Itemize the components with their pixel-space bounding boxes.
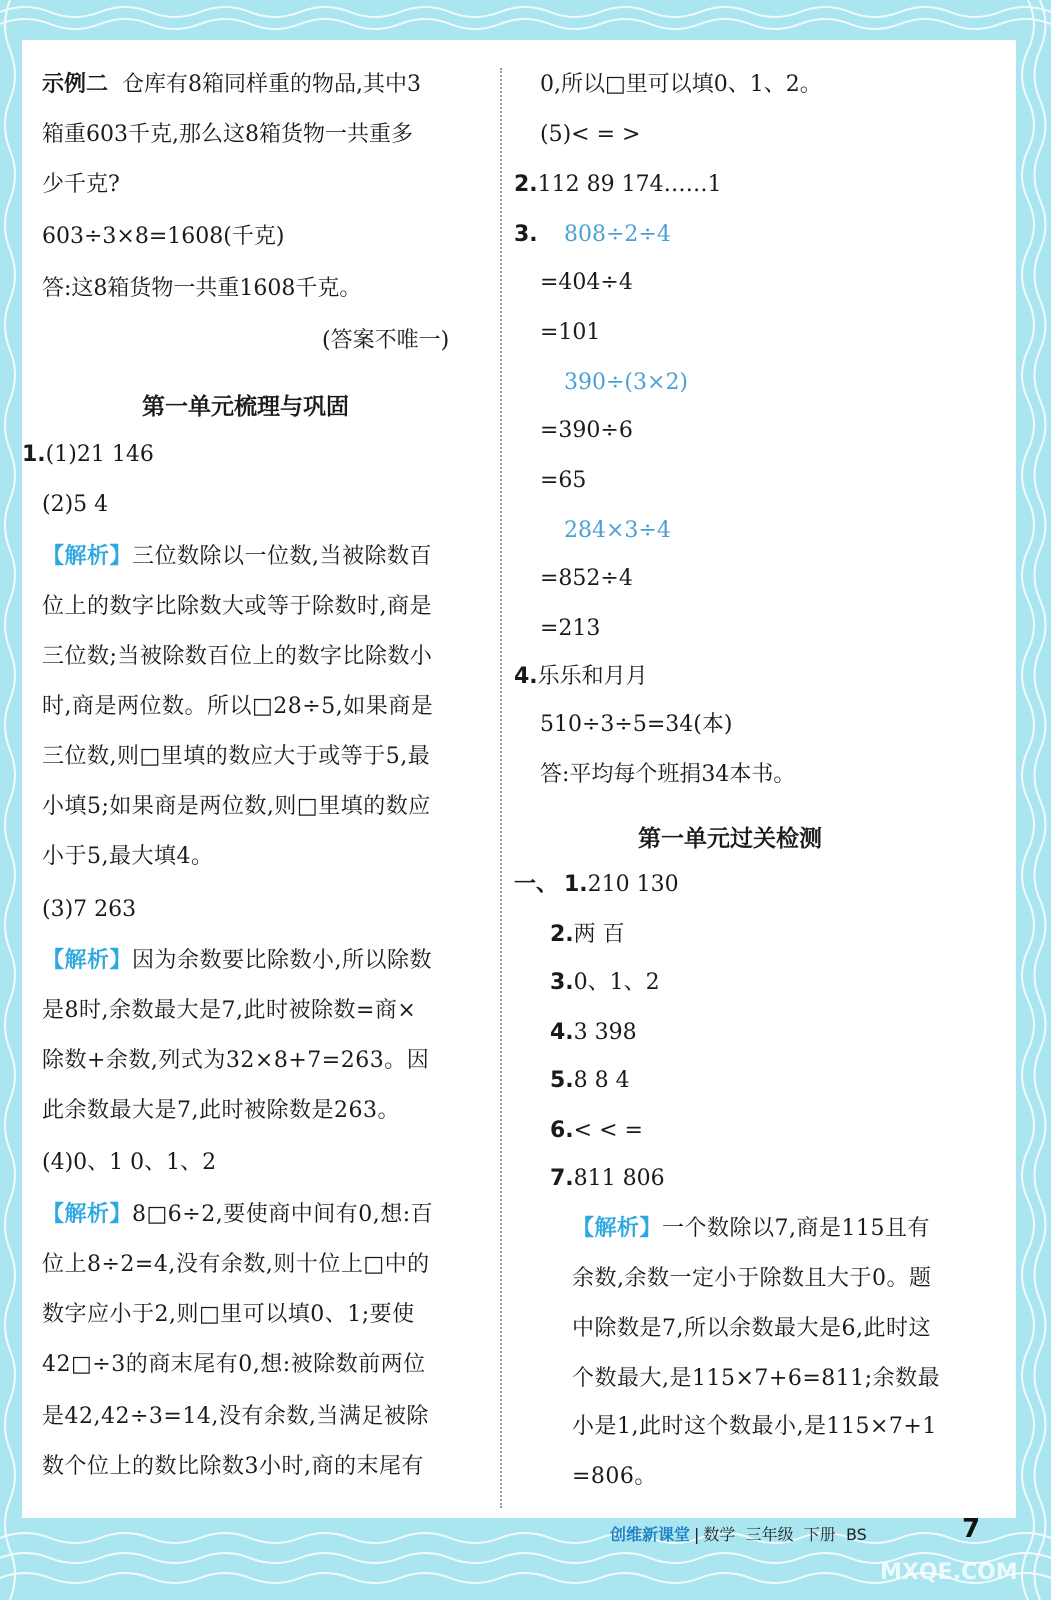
analysis-line: 小是1,此时这个数最小,是115×7+1 xyxy=(572,1414,937,1439)
analysis-line: 时,商是两位数。所以□28÷5,如果商是 xyxy=(42,694,434,719)
footer-grade: 三年级 xyxy=(745,1525,794,1544)
question-1-part-5: (5)< = > xyxy=(540,122,641,147)
watermark-site: MXQE.COM xyxy=(880,1560,1018,1585)
answer-line: 答:平均每个班捐34本书。 xyxy=(540,762,796,787)
footer-subject: 数学 xyxy=(703,1525,736,1544)
question-number: 1. xyxy=(22,442,46,467)
answer-page xyxy=(22,40,1016,1518)
question-3-number: 3. xyxy=(514,222,538,247)
example-equation: 603÷3×8=1608(千克) xyxy=(42,224,285,249)
footer-edition: BS xyxy=(845,1525,867,1544)
footer-brand: 创维新课堂 xyxy=(610,1525,691,1544)
analysis-line: =806。 xyxy=(572,1464,657,1489)
test-item: 1.210 130 xyxy=(564,872,679,897)
test-item: 2.两 百 xyxy=(550,922,625,947)
equation-line: 284×3÷4 xyxy=(564,518,671,543)
part-label: 一、 xyxy=(514,872,559,897)
watermark-logo: 答案圈 xyxy=(842,1477,963,1521)
analysis-line: 除数+余数,列式为32×8+7=263。因 xyxy=(42,1048,430,1073)
analysis-line: 小填5;如果商是两位数,则□里填的数应 xyxy=(42,794,431,819)
equation-line: =390÷6 xyxy=(540,418,633,443)
analysis-line: 是8时,余数最大是7,此时被除数=商× xyxy=(42,998,417,1023)
equation-line: 510÷3÷5=34(本) xyxy=(540,712,733,737)
section-title: 第一单元梳理与巩固 xyxy=(142,394,349,420)
analysis-tag: 【解析】 xyxy=(572,1216,663,1241)
equation-line: 390÷(3×2) xyxy=(564,370,689,395)
example-line: 示例二 仓库有8箱同样重的物品,其中3 xyxy=(42,72,422,97)
analysis-line: 余数,余数一定小于除数且大于0。题 xyxy=(572,1266,932,1291)
footer-volume: 下册 xyxy=(803,1525,836,1544)
equation-line: =852÷4 xyxy=(540,566,633,591)
example-title: 示例二 xyxy=(42,72,109,97)
equation-line: =404÷4 xyxy=(540,270,633,295)
question-number: 2. xyxy=(514,172,538,197)
equation-line: =65 xyxy=(540,468,587,493)
column-divider xyxy=(500,68,502,1508)
question-4: 4.乐乐和月月 xyxy=(514,664,648,689)
question-1-part-3: (3)7 263 xyxy=(42,897,137,922)
question-1-part-2: (2)5 4 xyxy=(42,492,109,517)
analysis-line: 个数最大,是115×7+6=811;余数最 xyxy=(572,1366,941,1391)
test-item: 3.0、1、2 xyxy=(550,970,660,995)
analysis-line: 【解析】8□6÷2,要使商中间有0,想:百 xyxy=(42,1202,434,1227)
equation-line: =101 xyxy=(540,320,601,345)
analysis-line: 位上的数字比除数大或等于除数时,商是 xyxy=(42,594,432,619)
equation-line: =213 xyxy=(540,616,601,641)
example-line: 少千克? xyxy=(42,172,120,197)
analysis-line: 中除数是7,所以余数最大是6,此时这 xyxy=(572,1316,931,1341)
question-2: 2.112 89 174……1 xyxy=(514,172,722,197)
test-item: 6.< < = xyxy=(550,1118,643,1143)
footer-info: 创维新课堂 | 数学 三年级 下册 BS xyxy=(610,1525,867,1544)
analysis-line: 小于5,最大填4。 xyxy=(42,844,214,869)
test-item: 5.8 8 4 xyxy=(550,1068,630,1093)
analysis-tag: 【解析】 xyxy=(42,1202,133,1227)
analysis-line: 三位数;当被除数百位上的数字比除数小 xyxy=(42,644,433,669)
page-number: 7 xyxy=(962,1514,981,1544)
example-answer: 答:这8箱货物一共重1608千克。 xyxy=(42,276,362,301)
analysis-line: 数字应小于2,则□里可以填0、1;要使 xyxy=(42,1302,415,1327)
analysis-tag: 【解析】 xyxy=(42,544,133,569)
equation-line: 808÷2÷4 xyxy=(564,222,671,247)
analysis-line: 三位数,则□里填的数应大于或等于5,最 xyxy=(42,744,431,769)
analysis-tag: 【解析】 xyxy=(42,948,133,973)
example-line: 箱重603千克,那么这8箱货物一共重多 xyxy=(42,122,413,147)
question-number: 4. xyxy=(514,664,538,689)
analysis-line: 42□÷3的商末尾有0,想:被除数前两位 xyxy=(42,1352,426,1377)
test-item: 7.811 806 xyxy=(550,1166,665,1191)
analysis-line: 【解析】一个数除以7,商是115且有 xyxy=(572,1216,930,1241)
analysis-line: 是42,42÷3=14,没有余数,当满足被除 xyxy=(42,1404,429,1429)
test-item: 4.3 398 xyxy=(550,1020,637,1045)
analysis-line: 此余数最大是7,此时被除数是263。 xyxy=(42,1098,400,1123)
analysis-line: 【解析】因为余数要比除数小,所以除数 xyxy=(42,948,433,973)
analysis-line: 位上8÷2=4,没有余数,则十位上□中的 xyxy=(42,1252,430,1277)
analysis-line: 数个位上的数比除数3小时,商的末尾有 xyxy=(42,1454,424,1479)
answer-note: (答案不唯一) xyxy=(322,328,450,353)
analysis-line: 【解析】三位数除以一位数,当被除数百 xyxy=(42,544,433,569)
question-1: 1.(1)21 146 xyxy=(22,442,154,467)
section-title: 第一单元过关检测 xyxy=(638,826,822,852)
question-1-part-4: (4)0、1 0、1、2 xyxy=(42,1150,217,1175)
continued-line: 0,所以□里可以填0、1、2。 xyxy=(540,72,822,97)
